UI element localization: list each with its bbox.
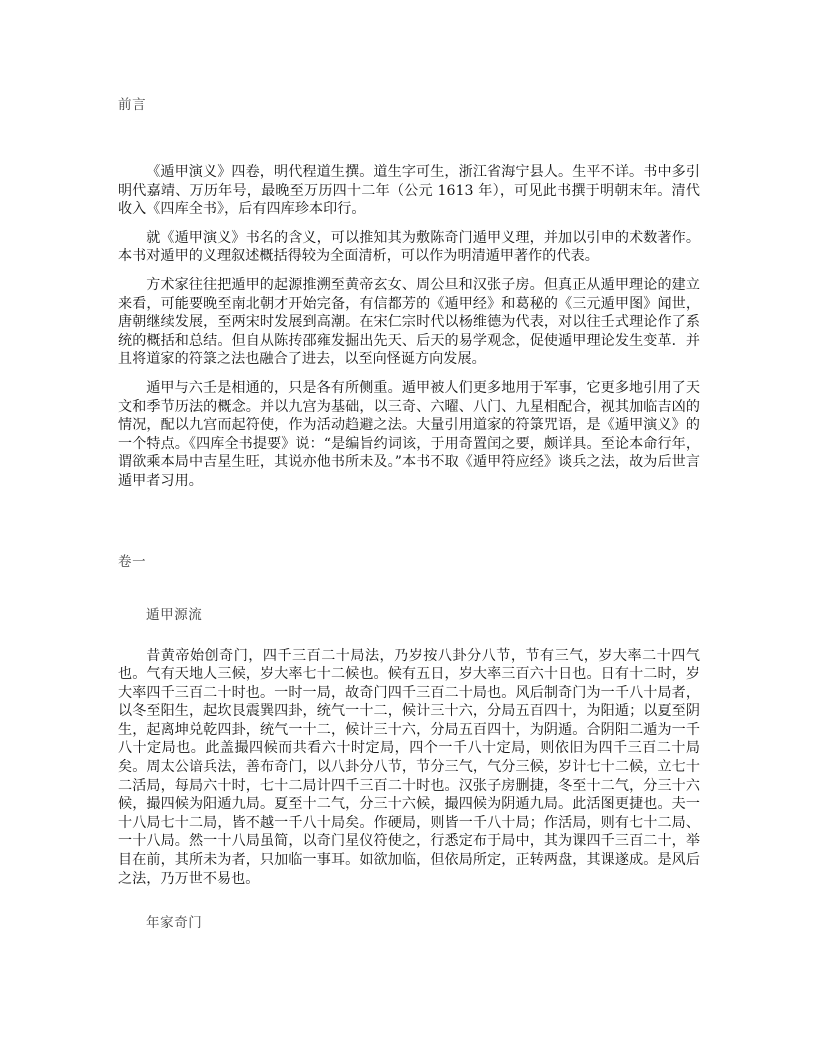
section-heading-dunjia-yuanliu: 遁甲源流 — [146, 606, 203, 623]
section-dunjia-yuanliu-paragraph-1: 昔黄帝始创奇门，四千三百二十局法，乃岁按八卦分八节，节有三气，岁大率二十四气也。气有天地人三候，岁大率七十二候也。候有五日，岁大率三百六十日也。日有十二时，岁大率四千三百二十时也。一时一局，故奇门四千三百二十局也。风后制奇门为一千八十局者，以冬至阳生，起坎艮震巽四卦，统气一十二，候计三十六，分局五百四十，为阳遁；以夏至阴生，起离坤兑乾四卦，统气一十二，候计三十六，分局五百四十，为阴遁。合阴阳二遁为一千八十定局也。此盖撮四候而共看六十时定局，四个一千八十定局，则依旧为四千三百二十局矣。周太公谙兵法，善布奇门，以八卦分八节，节分三气，气分三候，岁计七十二候，立七十二活局，每局六十时，七十二局计四千三百二十时也。汉张子房删捷，冬至十二气，分三十六候，撮四候为阳遁九局。夏至十二气，分三十六候，撮四候为阴遁九局。此活图更捷也。夫一十八局七十二局，皆不越一千八十局矣。作硬局，则皆一千八十局；作活局，则有七十二局、一十八局。然一十八局虽简，以奇门星仪符使之，行悉定布于局中，其为课四千三百二十，举目在前，其所未为者，只加临一事耳。如欲加临，但依局所定，正转两盘，其课遂成。是风后之法，乃万世不易也。 — [118, 647, 700, 887]
spacer-before-volume-heading — [118, 491, 700, 553]
section-heading-nianjia-qimen: 年家奇门 — [146, 915, 203, 932]
preface-paragraph-4: 遁甲与六壬是相通的，只是各有所侧重。遁甲被人们更多地用于军事，它更多地引用了天文和季节历法的概念。并以九宫为基础，以三奇、六曜、八门、九星相配合，视其加临吉凶的情况，配以九宫而起符使，作为活动趋避之法。大量引用道家的符箓咒语，是《遁甲演义》的一个特点。《四库全书提要》说：“是编旨约词该，于用奇置闰之要，颇详具。至论本命行年，谓欲乘本局中吉星生旺，其说亦他书所未及。”本书不取《遁甲符应经》谈兵之法，故为后世言遁甲者习用。 — [118, 379, 700, 489]
preface-paragraph-3: 方术家往往把遁甲的起源推溯至黄帝玄女、周公旦和汉张子房。但真正从遁甲理论的建立来看，可能要晚至南北朝才开始完备，有信都芳的《遁甲经》和葛秘的《三元遁甲图》闻世，唐朝继续发展，至两宋时发展到高潮。在宋仁宗时代以杨维德为代表，对以往壬式理论作了系统的概括和总结。但自从陈抟邵雍发掘出先天、后天的易学观念，促使遁甲理论发生变革．并且将道家的符箓之法也融合了进去，以至向怪诞方向发展。 — [118, 276, 700, 368]
spacer-before-section-heading-2 — [118, 888, 700, 914]
document-body — [118, 96, 700, 933]
spacer-after-section-heading-1 — [118, 625, 700, 647]
preface-paragraph-2: 就《遁甲演义》书名的含义，可以推知其为敷陈奇门遁甲义理，并加以引申的术数著作。本书对遁甲的义理叙述概括得较为全面清析，可以作为明清遁甲著作的代表。 — [118, 229, 700, 265]
preface-paragraph-1: 《遁甲演义》四卷，明代程道生撰。道生字可生，浙江省海宁县人。生平不详。书中多引明代嘉靖、万历年号，最晚至万历四十二年（公元 1613 年），可见此书撰于明朝末年。清代收入《四库全书》，后有四库珍本印行。 — [118, 164, 700, 218]
spacer-preface-p2-p3 — [118, 266, 700, 276]
volume-one-heading: 卷一 — [118, 553, 147, 570]
spacer-after-volume-heading — [118, 572, 700, 606]
preface-heading: 前言 — [118, 97, 147, 113]
spacer-preface-p1-p2 — [118, 219, 700, 229]
spacer-after-preface-heading — [118, 115, 700, 163]
spacer-preface-p3-p4 — [118, 369, 700, 379]
